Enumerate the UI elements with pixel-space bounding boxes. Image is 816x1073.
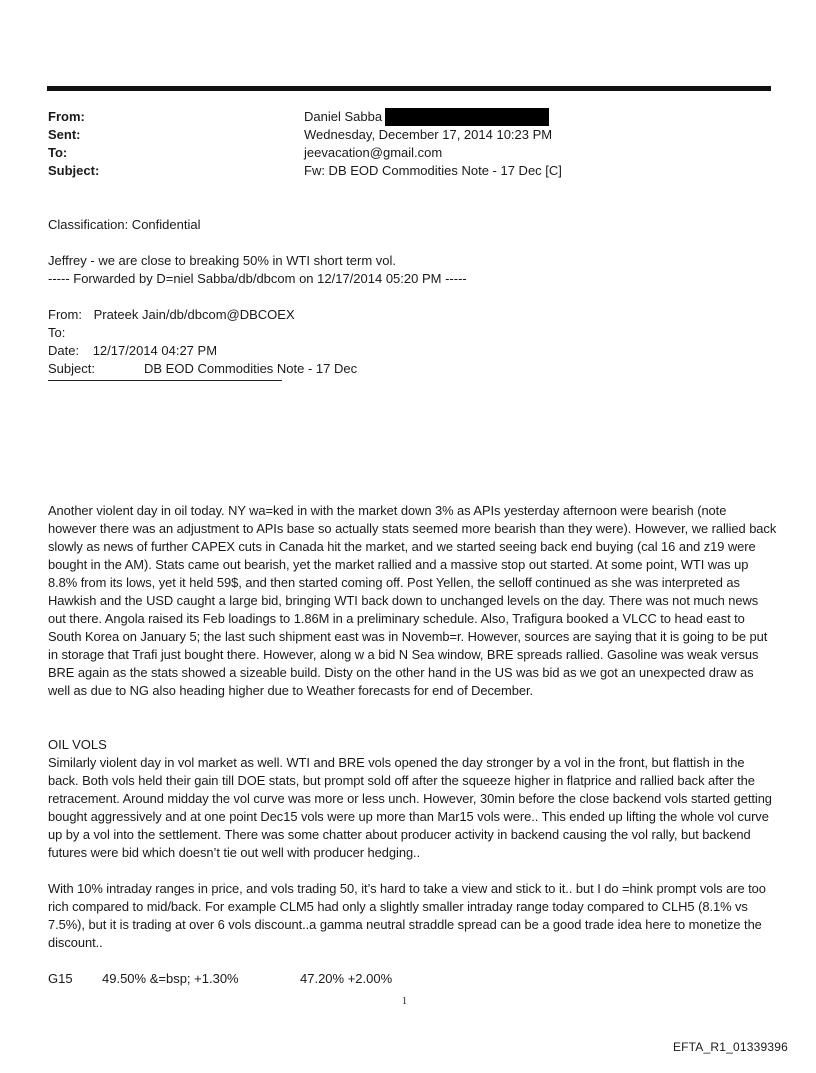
body-paragraph-2: Similarly violent day in vol market as well. WTI and BRE vols opened the day stronger by a vol in the front, but flattish in the back. Both vols held their gain till DOE stats, but prompt sold off after the squeeze higher in flatprice and rallied back after the retracement. Around midday the vol curve was more or less unch. However, 30min before the close backend vols started getting bought aggressively and at one point Dec15 vols were up more than Mar15 vols were.. This ended up lifting the whole vol curve up by a vol into the settlement. There was some chatter about producer activity in backend causing the vol rally, but backend futures were bid which doesn’t tie out well with producer hedging.. — [48, 755, 772, 860]
header-rule — [47, 86, 771, 91]
from-value — [304, 108, 549, 126]
fwd-to-row — [48, 324, 65, 342]
sent-row — [48, 126, 553, 144]
fwd-date-row — [48, 342, 217, 360]
fwd-subject-row — [48, 360, 358, 378]
subject-value: Fw: DB EOD Commodities Note - 17 Dec [C] — [304, 163, 562, 178]
fwd-date-label: Date: — [48, 343, 80, 358]
subject-label: Subject: — [48, 163, 100, 178]
to-label: To: — [48, 145, 68, 160]
to-row — [48, 144, 443, 162]
page-number: 1 — [402, 996, 407, 1007]
fwd-to-label: To: — [48, 325, 66, 340]
body-paragraph-3: With 10% intraday ranges in price, and vols trading 50, it’s hard to take a view and stick to it.. but I do =hink prompt vols are too rich compared to mid/back. For example CLM5 had only a slightly smaller intraday range today compared to CLH5 (8.1% vs 7.5%), but it is trading at over 6 vols discount..a gamma neutral straddle spread can be a good trade idea here to monetize the discount.. — [48, 881, 766, 950]
intro-line: Jeffrey - we are close to breaking 50% in WTI short term vol. — [48, 253, 397, 268]
from-label: From: — [48, 109, 85, 124]
g15-col2: 47.20% +2.00% — [300, 971, 393, 986]
fwd-from-value: Prateek Jain/db/dbcom@DBCOEX — [93, 307, 295, 322]
fwd-from-row — [48, 306, 295, 324]
sent-value: Wednesday, December 17, 2014 10:23 PM — [304, 127, 553, 142]
footer-id: EFTA_R1_01339396 — [672, 1040, 788, 1054]
sent-label: Sent: — [48, 127, 81, 142]
fwd-from-label: From: — [48, 307, 82, 322]
oil-vols-heading: OIL VOLS — [48, 737, 107, 752]
body-paragraph-1: Another violent day in oil today. NY wa=ked in with the market down 3% as APIs yesterday afternoon were bearish (note however there was an adjustment to APIs base so actually stats seemed more bearish than they were). However, we rallied back slowly as news of further CAPEX cuts in Canada hit the market, and we started seeing back end buying (cal 16 and z19 were bought in the AM). Stats came out bearish, yet the market rallied and a massive stop out started. At some point, WTI was up 8.8% from its lows, yet it held 59$, and then started coming off. Post Yellen, the selloff continued as she was interpreted as Hawkish and the USD caught a large bid, bringing WTI back down to unchanged levels on the day. There was not much news out there. Angola raised its Feb loadings to 1.86M in a preliminary schedule. Also, Trafigura booked a VLCC to head east to South Korea on January 5; the last such shipment east was in Novemb=r. However, sources are saying that it is going to be put in storage that Trafi just bought there. However, along w a bid N Sea window, BRE spreads rallied. Gasoline was weak versus BRE again as the stats showed a sizeable build. Disty on the other hand in the US was bid as we got an unexpected draw as well as due to NG also heading higher due to Weather forecasts for end of December. — [48, 503, 777, 698]
redaction-box — [385, 108, 549, 126]
fwd-date-value: 12/17/2014 04:27 PM — [92, 343, 218, 358]
from-name: Daniel Sabba — [304, 109, 383, 124]
g15-col1: 49.50% &=bsp; +1.30% — [102, 971, 239, 986]
to-value: jeevacation@gmail.com — [304, 145, 443, 160]
from-row — [48, 108, 383, 126]
separator-rule — [48, 380, 282, 381]
classification: Classification: Confidential — [48, 217, 201, 232]
subject-row — [48, 162, 562, 180]
fwd-subject-value: DB EOD Commodities Note - 17 Dec — [144, 361, 358, 376]
forwarded-line: ----- Forwarded by D=niel Sabba/db/dbcom on 12/17/2014 05:20 PM ----- — [48, 271, 467, 286]
fwd-subject-label: Subject: — [48, 361, 95, 376]
g15-label: G15 — [48, 971, 73, 986]
